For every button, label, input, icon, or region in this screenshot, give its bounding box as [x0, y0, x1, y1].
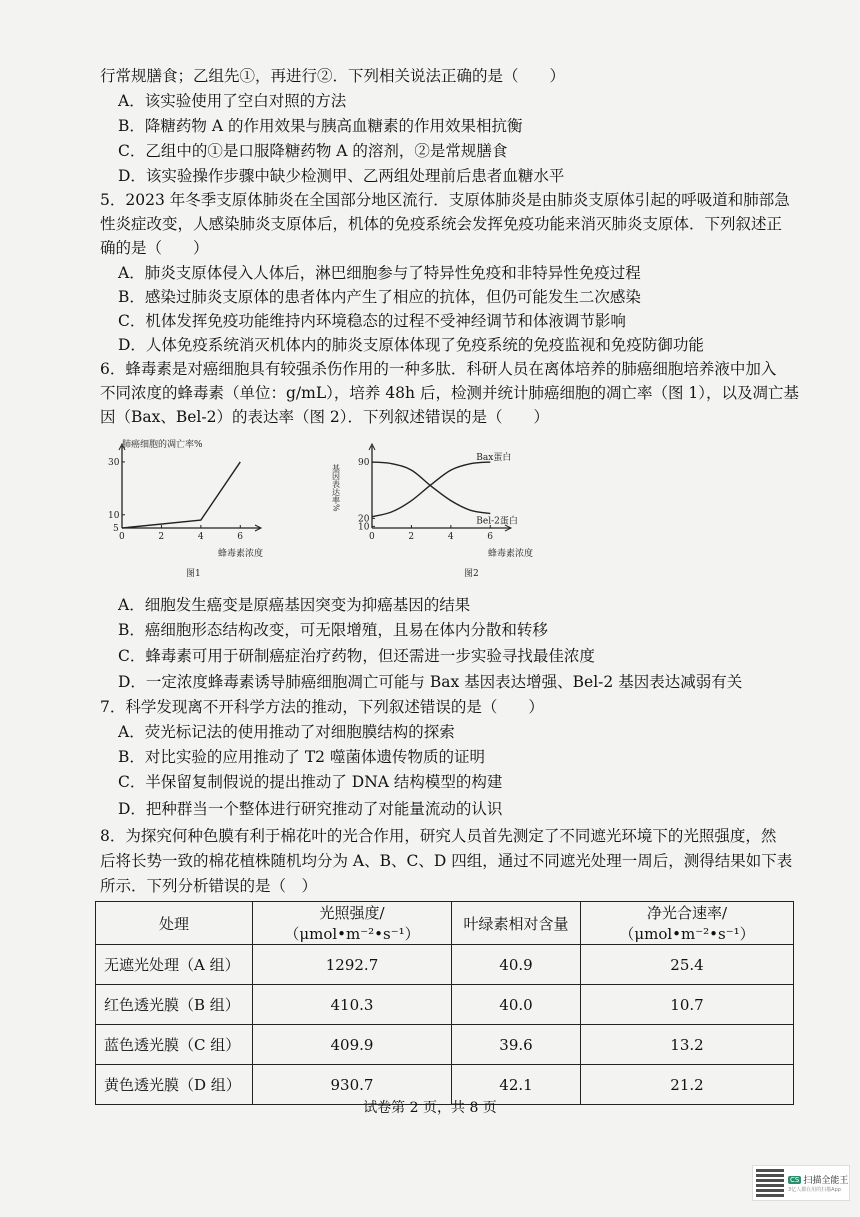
- x-tick-label: 2: [408, 532, 415, 542]
- figure-2-chart: [330, 432, 560, 580]
- table-cell: 红色透光膜（B 组）: [96, 985, 253, 1025]
- results-table: [95, 901, 794, 1105]
- q6-option-d: D．一定浓度蜂毒素诱导肺癌细胞凋亡可能与 Bax 基因表达增强、Bel-2 基因表达减弱有关: [118, 673, 743, 691]
- y-tick-label: 30: [108, 457, 120, 468]
- app-logo-icon: CS: [790, 1175, 800, 1184]
- q4-stem-cont: 行常规膳食；乙组先①，再进行②．下列相关说法正确的是（ ）: [100, 67, 566, 85]
- x-tick-label: 4: [447, 532, 454, 542]
- x-tick-label: 0: [369, 532, 375, 542]
- q6-stem-line3: 因（Bax、Bel-2）的表达率（图 2）．下列叙述错误的是（ ）: [100, 408, 550, 426]
- table-header: 净光合速率/（μmol•m⁻²•s⁻¹）: [581, 902, 794, 945]
- series-line: [122, 462, 240, 528]
- q6-stem-line2: 不同浓度的蜂毒素（单位：g/mL），培养 48h 后，检测并统计肺癌细胞的凋亡率（图 1），以及凋亡基: [100, 384, 799, 402]
- table-row: [96, 985, 794, 1025]
- q6-option-a: A．细胞发生癌变是原癌基因突变为抑癌基因的结果: [118, 596, 471, 614]
- q5-stem-line1: 5．2023 年冬季支原体肺炎在全国部分地区流行．支原体肺炎是由肺炎支原体引起的呼吸道和肺部急: [100, 191, 790, 209]
- table-cell: 410.3: [253, 985, 452, 1025]
- q4-option-a: A．该实验使用了空白对照的方法: [118, 92, 347, 110]
- q4-option-c: C．乙组中的①是口服降糖药物 A 的溶剂，②是常规膳食: [118, 142, 508, 160]
- y-tick-label: 5: [113, 524, 119, 534]
- app-tagline: 3亿人都在用的扫描App: [788, 1187, 841, 1193]
- x-tick-label: 2: [158, 532, 165, 542]
- table-row: [96, 1025, 794, 1065]
- table-cell: 13.2: [581, 1025, 794, 1065]
- figure-2-xlabel: 蜂毒素浓度: [488, 549, 534, 559]
- page-footer: 试卷第 2 页，共 8 页: [363, 1100, 497, 1116]
- q7-option-d: D．把种群当一个整体进行研究推动了对能量流动的认识: [118, 800, 503, 818]
- q7-option-c: C．半保留复制假说的提出推动了 DNA 结构模型的构建: [118, 773, 503, 791]
- table-header: 光照强度/（μmol•m⁻²•s⁻¹）: [253, 902, 452, 945]
- x-tick-label: 6: [487, 532, 494, 542]
- y-tick-label: 20: [358, 514, 370, 525]
- q5-option-c: C．机体发挥免疫功能维持内环境稳态的过程不受神经调节和体液调节影响: [118, 312, 626, 330]
- x-tick-label: 0: [119, 532, 125, 542]
- table-row: [96, 945, 794, 985]
- q6-option-c: C．蜂毒素可用于研制癌症治疗药物，但还需进一步实验寻找最佳浓度: [118, 647, 595, 665]
- table-cell: 40.0: [452, 985, 581, 1025]
- q7-stem: 7．科学发现离不开科学方法的推动，下列叙述错误的是（ ）: [100, 698, 544, 716]
- figure-2-caption: 图2: [464, 569, 479, 579]
- q8-stem-line2: 后将长势一致的棉花植株随机均分为 A、B、C、D 四组，通过不同遮光处理一周后，测得结果如下表: [100, 852, 793, 870]
- figure-1-xlabel: 蜂毒素浓度: [218, 549, 264, 559]
- figure-1-caption: 图1: [186, 569, 201, 579]
- table-cell: 25.4: [581, 945, 794, 985]
- figure-1: [100, 432, 310, 580]
- figure-1-title: 肺癌细胞的凋亡率%: [122, 440, 203, 450]
- q5-option-a: A．肺炎支原体侵入人体后，淋巴细胞参与了特异性免疫和非特异性免疫过程: [118, 264, 641, 282]
- q6-stem-line1: 6．蜂毒素是对癌细胞具有较强杀伤作用的一种多肽．科研人员在离体培养的肺癌细胞培养液中加入: [100, 360, 777, 378]
- q8-stem-line3: 所示．下列分析错误的是（ ）: [100, 877, 318, 895]
- q5-option-d: D．人体免疫系统消灭机体内的肺炎支原体体现了免疫系统的免疫监视和免疫防御功能: [118, 336, 704, 354]
- q8-stem-line1: 8．为探究何种色膜有利于棉花叶的光合作用，研究人员首先测定了不同遮光环境下的光照强度，然: [100, 827, 777, 845]
- table-cell: 930.7: [253, 1065, 452, 1105]
- table-header: 处理: [96, 902, 253, 945]
- table-cell: 42.1: [452, 1065, 581, 1105]
- x-tick-label: 6: [237, 532, 244, 542]
- y-tick-label: 10: [358, 522, 370, 533]
- table-cell: 1292.7: [253, 945, 452, 985]
- x-tick-label: 4: [197, 532, 204, 542]
- table-header: 叶绿素相对含量: [452, 902, 581, 945]
- figure-2-ylabel: 基因表达率%: [331, 464, 341, 512]
- scanner-watermark: [752, 1165, 850, 1201]
- table-cell: 蓝色透光膜（C 组）: [96, 1025, 253, 1065]
- table-cell: 21.2: [581, 1065, 794, 1105]
- table-header-row: [96, 902, 794, 945]
- series-label: Bel-2蛋白: [476, 516, 518, 527]
- y-tick-label: 10: [108, 510, 120, 521]
- q5-stem-line2: 性炎症改变，人感染肺炎支原体后，机体的免疫系统会发挥免疫功能来消灭肺炎支原体．下列叙述正: [100, 215, 783, 233]
- table-cell: 409.9: [253, 1025, 452, 1065]
- table-cell: 无遮光处理（A 组）: [96, 945, 253, 985]
- q4-option-b: B．降糖药物 A 的作用效果与胰高血糖素的作用效果相抗衡: [118, 117, 523, 135]
- table-cell: 黄色透光膜（D 组）: [96, 1065, 253, 1105]
- table-cell: 40.9: [452, 945, 581, 985]
- q5-option-b: B．感染过肺炎支原体的患者体内产生了相应的抗体，但仍可能发生二次感染: [118, 288, 641, 306]
- q7-option-a: A．荧光标记法的使用推动了对细胞膜结构的探索: [118, 723, 455, 741]
- app-name: 扫描全能王: [803, 1176, 849, 1186]
- q7-option-b: B．对比实验的应用推动了 T2 噬菌体遗传物质的证明: [118, 748, 485, 766]
- table-cell: 10.7: [581, 985, 794, 1025]
- q4-option-d: D．该实验操作步骤中缺少检测甲、乙两组处理前后患者血糖水平: [118, 167, 565, 185]
- figure-2: [330, 432, 560, 580]
- series-label: Bax蛋白: [476, 453, 512, 464]
- table-cell: 39.6: [452, 1025, 581, 1065]
- figure-1-chart: [100, 432, 310, 580]
- series-line: [372, 462, 490, 513]
- q6-option-b: B．癌细胞形态结构改变，可无限增殖，且易在体内分散和转移: [118, 621, 548, 639]
- qr-code-icon: [756, 1169, 784, 1197]
- series-line: [372, 462, 490, 517]
- q5-stem-line3: 确的是（ ）: [100, 239, 209, 257]
- y-tick-label: 90: [358, 458, 370, 469]
